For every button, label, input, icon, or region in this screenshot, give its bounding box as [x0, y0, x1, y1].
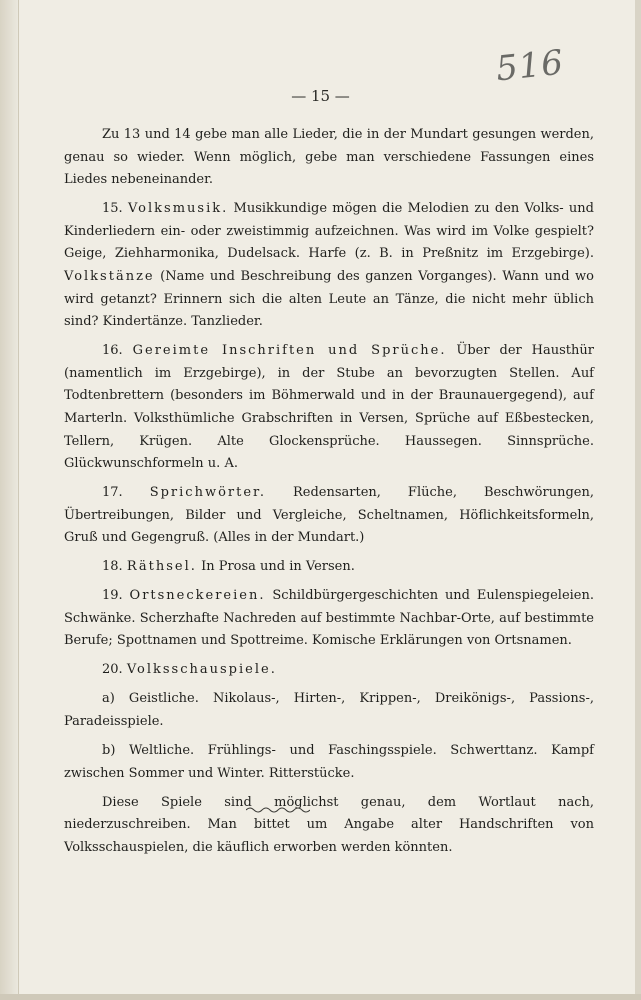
section-subtitle: Volkstänze	[64, 268, 155, 284]
section-text: Über der Hausthür (namentlich im Erzgebirge), in der Stube an bevorzugten Stellen. Auf Todtenbrettern (besonders im Böhmerwald und in der Braunauergegend), auf Marterln. Volksthümliche Grabschriften in Versen, Sprüche auf Eßbestecken, Tellern, Krügen. Alte Glockensprüche. Haussegen. Sinnsprüche. Glückwunschformeln u. A.	[64, 343, 594, 472]
section-title: Räthsel.	[126, 559, 197, 575]
page-edge-right	[635, 0, 641, 1000]
section-text: Redensarten, Flüche, Beschwörungen, Übertreibungen, Bilder und Vergleiche, Scheltnamen, Höflichkeitsformeln, Gruß und Gegengruß. (Alles in der Mundart.)	[64, 485, 594, 546]
page-gutter	[0, 0, 19, 1000]
section-16	[64, 340, 594, 476]
section-text: Schildbürgergeschichten und Eulenspiegeleien. Schwänke. Scherzhafte Nachreden auf bestimmte Nachbar-Orte, auf bestimmte Berufe; Spottnamen und Spottreime. Komische Erklärungen von Ortsnamen.	[64, 588, 594, 649]
section-17	[64, 482, 594, 550]
intro-paragraph: Zu 13 und 14 gebe man alle Lieder, die in der Mundart gesungen werden, genau so wieder. Wenn möglich, gebe man verschiedene Fassungen eines Liedes nebeneinander.	[64, 127, 594, 188]
section-20-closing: Diese Spiele sind möglichst genau, dem Wortlaut nach, niederzuschreiben. Man bittet um Angabe alter Handschriften von Volksschauspielen, die käuflich erworben werden könnten.	[64, 794, 594, 855]
section-title: Sprichwörter.	[149, 485, 266, 501]
section-number: 15.	[102, 201, 123, 217]
section-title: Volksmusik.	[127, 201, 229, 217]
section-number: 18.	[102, 559, 123, 575]
section-number: 20.	[102, 662, 123, 678]
section-text: Musikkundige mögen die Melodien zu den Volks- und Kinderliedern ein- oder zweistimmig aufzeichnen. Was wird im Volke gespielt? Geige, Ziehharmonika, Dudelsack. Harfe (z. B. in Preßnitz im Erzgebirge).	[64, 201, 594, 262]
section-15	[64, 198, 594, 334]
wavy-divider-ornament	[246, 804, 310, 816]
body-text	[64, 124, 594, 866]
section-text: In Prosa und in Versen.	[201, 559, 355, 575]
section-title: Ortsneckereien.	[129, 588, 266, 604]
section-20-b: b) Weltliche. Frühlings- und Faschingsspiele. Schwerttanz. Kampf zwischen Sommer und Winter. Ritterstücke.	[64, 742, 594, 781]
page-edge-bottom	[0, 994, 641, 1000]
section-number: 16.	[102, 343, 123, 359]
section-title: Volksschauspiele.	[126, 662, 277, 678]
section-18	[64, 556, 594, 579]
section-19	[64, 585, 594, 653]
section-text: (Name und Beschreibung des ganzen Vorganges). Wann und wo wird getanzt? Erinnern sich die alten Leute an Tänze, die nicht mehr üblich sind? Kindertänze. Tanzlieder.	[64, 268, 594, 330]
section-number: 19.	[102, 588, 123, 604]
section-20	[64, 659, 594, 682]
section-20-a: a) Geistliche. Nikolaus-, Hirten-, Krippen-, Dreikönigs-, Passions-, Paradeisspiele.	[64, 691, 594, 729]
section-number: 17.	[102, 485, 123, 501]
section-title: Gereimte Inschriften und Sprüche.	[132, 343, 447, 359]
pencil-annotation: 516	[494, 42, 566, 90]
page-number: — 15 —	[291, 87, 350, 105]
